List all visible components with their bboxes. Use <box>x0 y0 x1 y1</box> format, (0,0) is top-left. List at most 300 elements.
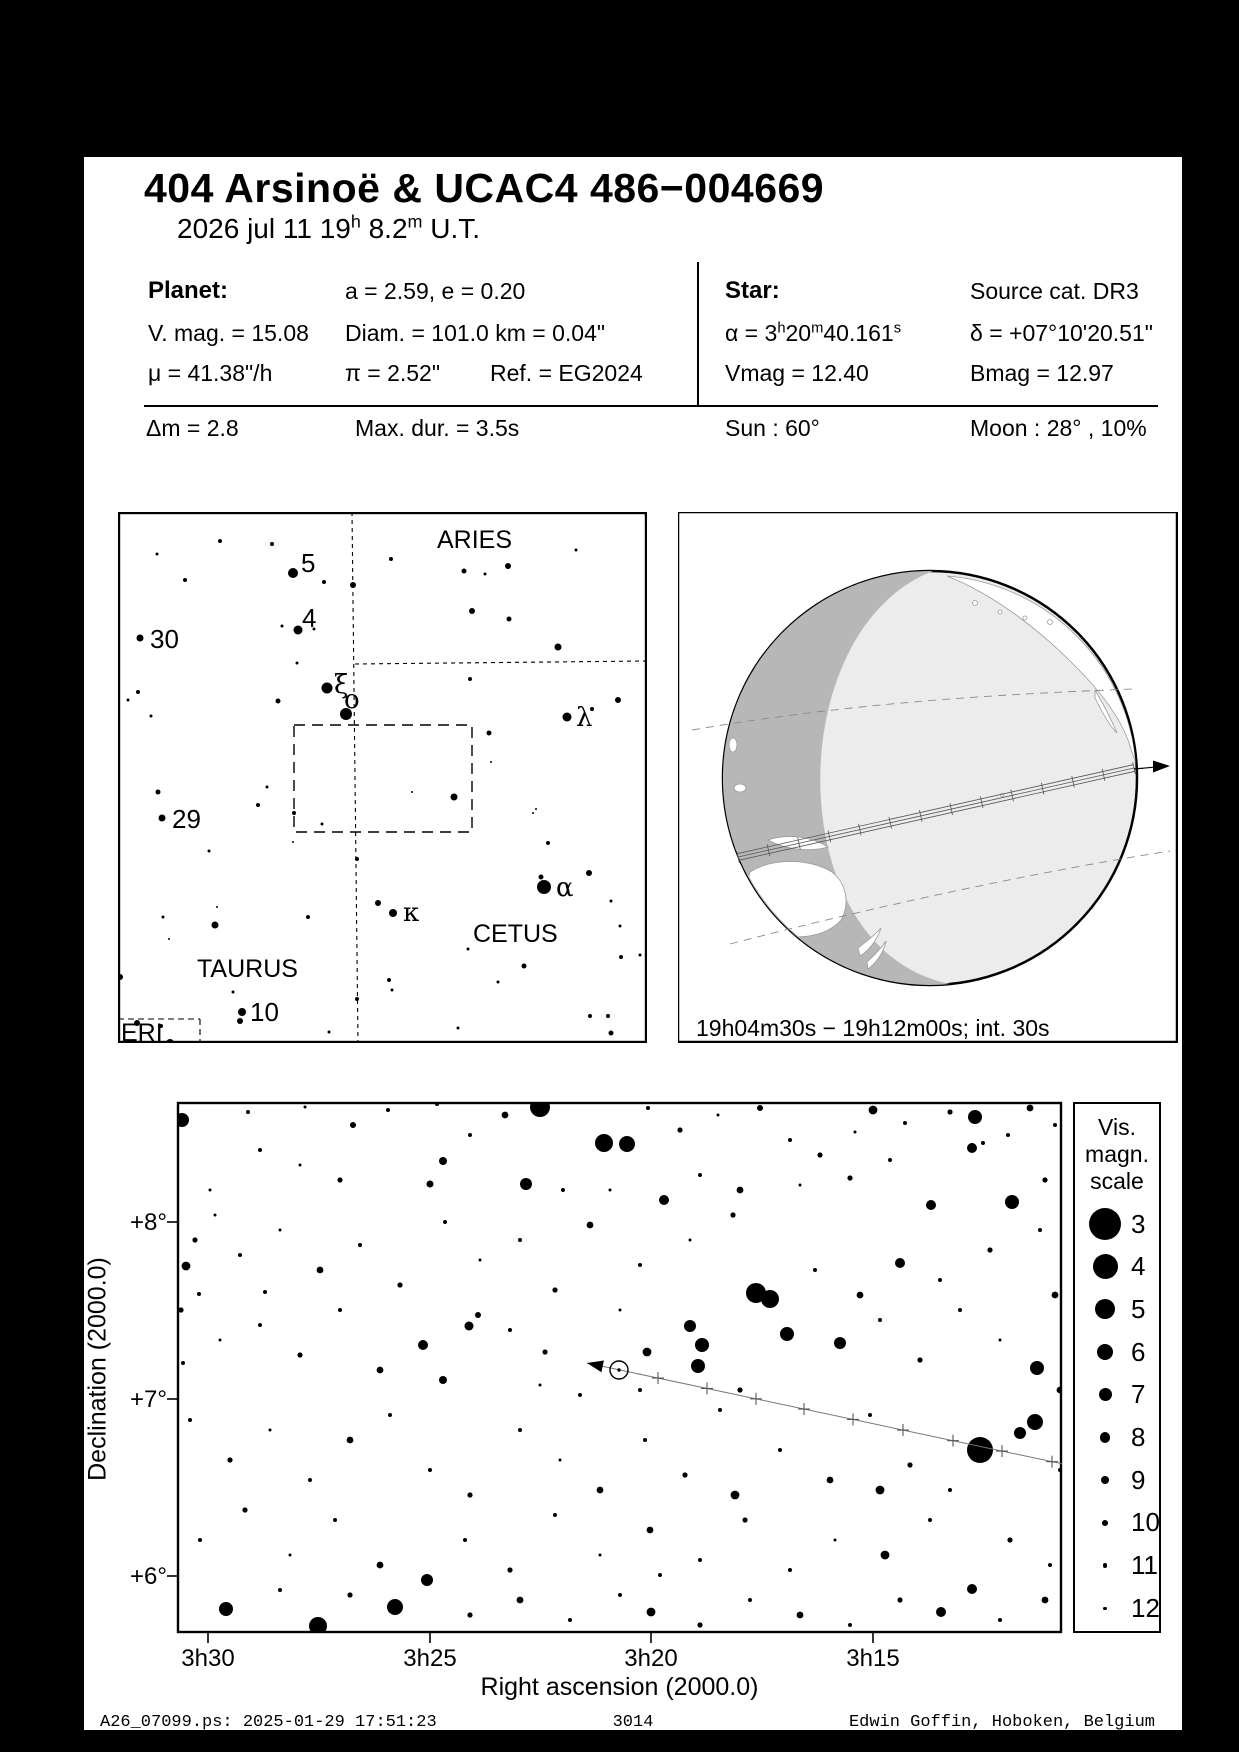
star-dot <box>518 1428 522 1432</box>
star-dot <box>981 1141 985 1145</box>
star-dot <box>615 697 621 703</box>
star-dot <box>1042 1597 1049 1604</box>
star-label: α <box>556 873 574 903</box>
hour-superscript: h <box>350 211 361 232</box>
star-dot <box>553 1513 557 1517</box>
info-table-divider <box>697 262 699 405</box>
legend-row <box>1075 1250 1159 1284</box>
star-dot <box>479 1259 482 1262</box>
star-dot <box>439 1157 447 1165</box>
star-dot <box>256 803 260 807</box>
chart-border <box>178 1103 1061 1632</box>
date-part: U.T. <box>422 213 481 244</box>
star-dot <box>967 1143 977 1153</box>
star-dot <box>175 1113 189 1127</box>
star-dot <box>646 1106 650 1110</box>
star-dot <box>278 1588 282 1592</box>
star-dot <box>761 1290 779 1308</box>
star-dot <box>162 916 165 919</box>
star-dot <box>638 1263 642 1267</box>
star-dot <box>684 1320 696 1332</box>
star-dot <box>737 1187 744 1194</box>
star-dot <box>903 1121 907 1125</box>
star-dot <box>948 1488 952 1492</box>
star-dot <box>897 1597 902 1602</box>
star-dot <box>463 1538 467 1542</box>
star-dot <box>388 1413 392 1417</box>
x-tick-label: 3h30 <box>181 1645 235 1672</box>
star-dot <box>1007 1537 1012 1542</box>
star-dot <box>619 1136 635 1152</box>
constellation-label: ARIES <box>437 526 513 554</box>
legend-magnitude-dot <box>1095 1299 1115 1319</box>
star-dot <box>788 1138 792 1142</box>
star-dot <box>698 1173 702 1177</box>
star-dot <box>439 1376 447 1384</box>
star-dot <box>788 1568 792 1572</box>
legend-magnitude-value: 6 <box>1131 1336 1146 1367</box>
star-dot <box>1048 1563 1052 1567</box>
star-dot <box>698 1558 702 1562</box>
magnitude-drop: Δm = 2.8 <box>146 415 239 441</box>
star-dot <box>520 1178 532 1190</box>
star-dot <box>214 1214 217 1217</box>
star-dot <box>188 1418 192 1422</box>
star-dot <box>539 1384 542 1387</box>
y-tick-label: +7° <box>130 1386 167 1413</box>
star-dot <box>559 1459 562 1462</box>
star-label: κ <box>403 898 420 928</box>
star-right-ascension <box>725 320 901 347</box>
ra-second-superscript: s <box>893 320 902 337</box>
star-dot <box>658 1573 662 1577</box>
legend-row <box>1075 1549 1159 1583</box>
star-dot <box>389 557 393 561</box>
track-time-caption: 19h04m30s − 19h12m00s; int. 30s <box>696 1015 1050 1041</box>
star-dot <box>1038 1228 1042 1232</box>
star-dot <box>238 1008 246 1016</box>
star-dot <box>427 1181 434 1188</box>
planet-motion-mu: μ = 41.38"/h <box>148 360 273 386</box>
star-dot <box>197 1292 201 1296</box>
target-star-dot <box>617 1368 620 1371</box>
star-dot <box>682 1472 687 1477</box>
star-dot <box>968 1110 982 1124</box>
star-dot <box>599 1554 602 1557</box>
star-dot <box>532 812 534 814</box>
star-dot <box>813 1268 817 1272</box>
star-dot <box>568 1618 572 1622</box>
star-dot <box>555 644 562 651</box>
star-dot <box>1027 1414 1043 1430</box>
star-dot <box>522 964 527 969</box>
footer-author: Edwin Goffin, Hoboken, Belgium <box>848 1713 1155 1732</box>
star-dot <box>263 1290 267 1294</box>
star-dot <box>159 815 166 822</box>
event-datetime <box>177 213 480 245</box>
star-dot <box>659 1195 669 1205</box>
star-dot <box>518 1238 522 1242</box>
legend-row <box>1075 1463 1159 1497</box>
star-dot <box>848 1623 852 1627</box>
page-title: 404 Arsinoë & UCAC4 486−004669 <box>144 165 825 211</box>
footer-filename-timestamp: A26_07099.ps: 2025-01-29 17:51:23 <box>100 1713 437 1732</box>
legend-title-line: Vis. <box>1098 1114 1136 1140</box>
legend-magnitude-dot <box>1089 1208 1121 1240</box>
star-dot <box>468 1133 472 1137</box>
planet-parallax-pi: π = 2.52" <box>345 360 441 386</box>
star-dot <box>967 1584 977 1594</box>
star-dot <box>467 1492 472 1497</box>
date-part: 2026 jul 11 19 <box>177 213 351 244</box>
star-dot <box>350 582 356 588</box>
star-dot <box>895 1258 905 1268</box>
star-dot <box>587 1222 594 1229</box>
star-dot <box>539 875 544 880</box>
star-dot <box>355 857 359 861</box>
minute-superscript: m <box>407 211 423 232</box>
star-dot <box>967 1437 993 1463</box>
ra-part: α = 3 <box>725 320 778 346</box>
star-dot <box>619 1309 622 1312</box>
star-dot <box>502 1112 509 1119</box>
star-dot <box>209 1189 212 1192</box>
star-dot <box>1058 1468 1062 1472</box>
date-part: 8.2 <box>360 213 408 244</box>
star-dot <box>778 1448 782 1452</box>
star-dot <box>421 1574 433 1586</box>
footer-sequence-number: 3014 <box>612 1713 654 1732</box>
star-dot <box>258 1323 262 1327</box>
star-dot <box>936 1607 946 1617</box>
star-dot <box>619 955 623 959</box>
star-dot <box>618 1593 622 1597</box>
star-dot <box>182 1262 191 1271</box>
legend-magnitude-dot <box>1103 1563 1108 1568</box>
star-dot <box>868 1413 872 1417</box>
y-tick-label: +8° <box>130 1209 167 1236</box>
star-dot <box>350 1122 356 1128</box>
planet-section-label: Planet: <box>148 277 229 304</box>
legend-title <box>1075 1114 1159 1195</box>
magnitude-legend <box>1073 1102 1161 1633</box>
legend-row <box>1075 1292 1159 1326</box>
star-dot <box>227 1457 232 1462</box>
star-dot <box>178 1307 183 1312</box>
star-dot <box>530 1097 550 1117</box>
star-dot <box>475 1312 481 1318</box>
prediction-sheet <box>84 157 1182 1730</box>
star-dot <box>742 1517 747 1522</box>
ra-part: 40.161 <box>823 320 894 346</box>
moon-elongation-illumination: Moon : 28° , 10% <box>970 415 1147 441</box>
star-dot <box>208 850 211 853</box>
star-declination: δ = +07°10'20.51" <box>970 320 1153 346</box>
y-axis-title: Declination (2000.0) <box>83 1257 112 1481</box>
star-dot <box>677 1127 682 1132</box>
x-axis-title: Right ascension (2000.0) <box>480 1673 759 1701</box>
star-dot <box>322 580 326 584</box>
star-dot <box>1014 1427 1026 1439</box>
star-dot <box>487 731 492 736</box>
star-dot <box>127 699 130 702</box>
star-dot <box>643 1348 652 1357</box>
star-dot <box>827 1477 834 1484</box>
star-dot <box>1052 1292 1059 1299</box>
star-dot <box>386 1108 390 1112</box>
star-dot <box>507 1567 512 1572</box>
x-tick-label: 3h20 <box>624 1645 678 1672</box>
constellation-label: TAURUS <box>197 955 298 983</box>
star-dot <box>212 922 219 929</box>
star-dot <box>321 823 324 826</box>
star-dot <box>517 1597 524 1604</box>
legend-magnitude-dot <box>1097 1344 1113 1360</box>
star-dot <box>467 1612 472 1617</box>
x-tick-label: 3h25 <box>403 1645 457 1672</box>
star-dot <box>181 1361 185 1365</box>
star-dot <box>168 938 170 940</box>
star-dot <box>266 786 269 789</box>
star-source-catalog: Source cat. DR3 <box>970 278 1139 304</box>
star-dot <box>987 1247 992 1252</box>
star-dot <box>468 677 472 681</box>
star-dot <box>462 569 467 574</box>
star-dot <box>689 1239 692 1242</box>
star-dot <box>597 1487 604 1494</box>
star-label: 4 <box>302 603 317 633</box>
star-dot <box>907 1462 912 1467</box>
star-dot <box>639 954 642 957</box>
detail-star-chart <box>160 1090 1080 1650</box>
star-dot <box>137 635 144 642</box>
star-dot <box>958 1308 962 1312</box>
star-dot <box>647 1527 654 1534</box>
info-horizontal-rule <box>144 405 1158 407</box>
star-dot <box>595 1134 613 1152</box>
star-dot <box>216 906 218 908</box>
star-dot <box>606 1014 610 1018</box>
star-dot <box>246 1110 250 1114</box>
legend-title-line: magn. <box>1085 1141 1149 1167</box>
star-dot <box>279 1229 282 1232</box>
planet-diameter: Diam. = 101.0 km = 0.04" <box>345 320 606 346</box>
legend-magnitude-dot <box>1093 1254 1118 1279</box>
star-dot <box>888 1158 892 1162</box>
star-dot <box>561 1188 565 1192</box>
star-label: 5 <box>301 548 316 578</box>
star-dot <box>757 1105 763 1111</box>
star-dot <box>389 909 397 917</box>
legend-magnitude-dot <box>1099 1388 1112 1401</box>
star-dot <box>377 1562 384 1569</box>
star-dot <box>391 989 394 992</box>
y-tick-label: +6° <box>130 1563 167 1590</box>
max-duration: Max. dur. = 3.5s <box>355 415 520 441</box>
star-dot <box>575 549 578 552</box>
star-dot <box>737 1387 742 1392</box>
star-dot <box>928 1518 932 1522</box>
star-section-label: Star: <box>725 277 780 304</box>
star-dot <box>999 1339 1002 1342</box>
star-label: λ <box>576 703 593 733</box>
track-arrow-head <box>1153 761 1170 773</box>
star-vmag: Vmag = 12.40 <box>725 360 869 386</box>
star-dot <box>297 1352 302 1357</box>
star-label: 29 <box>172 804 201 834</box>
planet-vmag: V. mag. = 15.08 <box>148 320 309 346</box>
star-dot <box>333 1518 337 1522</box>
ra-minute-superscript: m <box>811 320 824 337</box>
star-dot <box>1057 1387 1064 1394</box>
star-dot <box>338 1308 342 1312</box>
legend-magnitude-value: 7 <box>1131 1379 1146 1410</box>
legend-magnitude-dot <box>1101 1476 1109 1484</box>
star-dot <box>232 991 235 994</box>
star-dot <box>156 553 159 556</box>
star-dot <box>881 1551 890 1560</box>
x-tick-label: 3h15 <box>846 1645 900 1672</box>
constellation-label: CETUS <box>473 920 558 948</box>
star-dot <box>219 1602 233 1616</box>
star-dot <box>505 563 511 569</box>
star-dot <box>258 1148 262 1152</box>
legend-magnitude-value: 10 <box>1131 1507 1160 1538</box>
star-bmag: Bmag = 12.97 <box>970 360 1114 386</box>
star-dot <box>799 1184 802 1187</box>
star-dot <box>876 1486 885 1495</box>
star-dot <box>328 1031 331 1034</box>
star-dot <box>418 1340 428 1350</box>
star-dot <box>387 978 391 982</box>
star-dot <box>387 1599 403 1615</box>
star-dot <box>878 1318 882 1322</box>
star-dot <box>465 1322 474 1331</box>
legend-row <box>1075 1421 1159 1455</box>
star-dot <box>717 1114 720 1117</box>
star-dot <box>292 841 294 843</box>
star-dot <box>917 1357 922 1362</box>
star-dot <box>847 1175 852 1180</box>
star-dot <box>1042 1177 1047 1182</box>
star-dot <box>697 1622 702 1627</box>
star-dot <box>552 1287 557 1292</box>
legend-row <box>1075 1378 1159 1412</box>
star-dot <box>1005 1195 1019 1209</box>
star-dot <box>397 1282 402 1287</box>
star-dot <box>537 880 551 894</box>
legend-magnitude-value: 5 <box>1131 1293 1146 1324</box>
star-dot <box>469 608 475 614</box>
star-dot <box>375 900 381 906</box>
star-dot <box>457 1027 460 1030</box>
star-dot <box>317 1267 324 1274</box>
star-dot <box>647 1608 656 1617</box>
finder-chart <box>118 512 647 1043</box>
star-dot <box>490 761 492 763</box>
star-dot <box>136 690 140 694</box>
star-dot <box>309 1617 327 1635</box>
star-dot <box>1030 1361 1044 1375</box>
ra-hour-superscript: h <box>777 320 786 337</box>
star-dot <box>638 1388 642 1392</box>
star-dot <box>292 811 296 815</box>
legend-magnitude-value: 12 <box>1131 1592 1160 1623</box>
star-dot <box>926 1200 936 1210</box>
legend-magnitude-dot <box>1102 1520 1108 1526</box>
star-dot <box>817 1152 822 1157</box>
star-label: 10 <box>250 997 279 1027</box>
star-dot <box>780 1327 794 1341</box>
star-dot <box>270 542 274 546</box>
star-label: 30 <box>150 624 179 654</box>
legend-magnitude-dot <box>1100 1432 1111 1443</box>
star-dot <box>731 1491 740 1500</box>
star-dot <box>542 1349 547 1354</box>
star-dot <box>484 573 487 576</box>
star-dot <box>411 791 413 793</box>
star-dot <box>183 578 187 582</box>
star-dot <box>578 1393 582 1397</box>
star-dot <box>1006 1133 1010 1137</box>
star-dot <box>797 1612 804 1619</box>
star-dot <box>237 1018 243 1024</box>
legend-row <box>1075 1335 1159 1369</box>
star-dot <box>609 1031 614 1036</box>
star-dot <box>322 683 333 694</box>
star-dot <box>947 1109 952 1114</box>
star-dot <box>748 1598 752 1602</box>
legend-magnitude-value: 8 <box>1131 1422 1146 1452</box>
star-dot <box>730 1212 735 1217</box>
planet-ephemeris-ref: Ref. = EG2024 <box>490 360 643 386</box>
star-dot <box>834 1337 846 1349</box>
star-dot <box>718 1408 722 1412</box>
star-dot <box>198 1538 202 1542</box>
star-dot <box>238 1253 242 1257</box>
star-dot <box>308 1478 312 1482</box>
sun-elongation: Sun : 60° <box>725 415 820 441</box>
star-label: ξ <box>334 670 349 700</box>
constellation-label: ERI <box>121 1019 163 1043</box>
star-dot <box>451 794 458 801</box>
star-dot <box>296 662 299 665</box>
star-dot <box>854 1131 857 1134</box>
star-dot <box>219 1339 222 1342</box>
star-dot <box>156 790 161 795</box>
star-dot <box>508 1328 512 1332</box>
star-dot <box>546 841 550 845</box>
star-dot <box>834 1539 837 1542</box>
legend-magnitude-value: 4 <box>1131 1251 1146 1282</box>
star-dot <box>192 1237 197 1242</box>
star-dot <box>428 1468 432 1472</box>
star-dot <box>355 997 359 1001</box>
star-dot <box>1053 1123 1057 1127</box>
star-dot <box>269 1429 272 1432</box>
star-dot <box>507 617 512 622</box>
legend-title-line: scale <box>1090 1168 1144 1194</box>
star-dot <box>619 925 622 928</box>
star-dot <box>358 1243 362 1247</box>
legend-row <box>1075 1506 1159 1540</box>
legend-magnitude-value: 11 <box>1131 1550 1158 1581</box>
earth-globe-map <box>678 512 1178 1043</box>
star-dot <box>377 1367 384 1374</box>
star-dot <box>610 900 613 903</box>
star-dot <box>695 1338 709 1352</box>
star-dot <box>281 625 284 628</box>
